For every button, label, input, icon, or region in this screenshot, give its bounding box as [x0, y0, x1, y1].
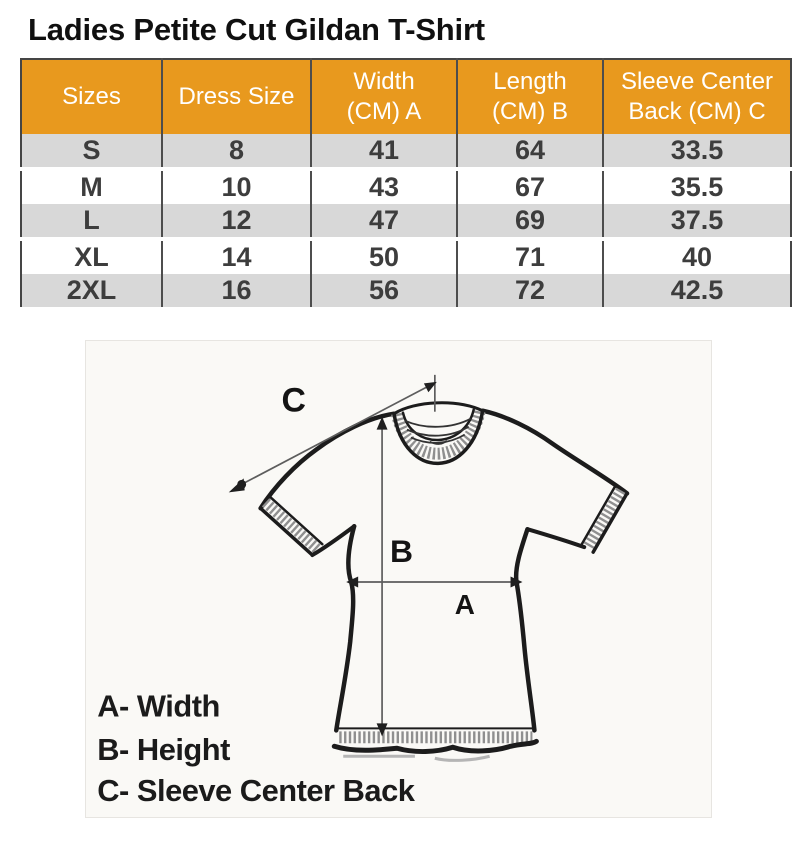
- table-cell: 72: [457, 274, 603, 309]
- legend-height: B- Height: [97, 732, 230, 768]
- measure-line-B: [377, 417, 388, 737]
- header-line: Dress Size: [178, 83, 295, 110]
- table-cell: 41: [311, 134, 457, 169]
- header-row: [21, 59, 791, 134]
- table-cell: 71: [457, 239, 603, 274]
- table-row: [21, 169, 791, 204]
- table-cell: 10: [162, 169, 311, 204]
- header-line: (CM) B: [492, 98, 568, 125]
- table-cell: 37.5: [603, 204, 791, 239]
- table-cell: 2XL: [21, 274, 162, 309]
- header-line: (CM) A: [346, 98, 422, 125]
- tshirt-diagram-svg: [86, 341, 711, 817]
- col-header-dress-size: [162, 59, 311, 134]
- table-cell: 12: [162, 204, 311, 239]
- label-B: B: [390, 533, 414, 570]
- table-cell: 14: [162, 239, 311, 274]
- col-header-sleeve-center-back: [603, 59, 791, 134]
- header-line: Back (CM) C: [628, 98, 766, 125]
- table-cell: 40: [603, 239, 791, 274]
- label-C: C: [281, 381, 306, 420]
- size-chart-table: [20, 58, 792, 311]
- table-cell: 69: [457, 204, 603, 239]
- table-cell: 47: [311, 204, 457, 239]
- table-cell: 50: [311, 239, 457, 274]
- col-header-length: [457, 59, 603, 134]
- header-line: Length: [493, 68, 567, 95]
- page-title: Ladies Petite Cut Gildan T-Shirt: [28, 12, 485, 47]
- table-cell: 67: [457, 169, 603, 204]
- table-cell: 43: [311, 169, 457, 204]
- table-cell: M: [21, 169, 162, 204]
- table-cell: 35.5: [603, 169, 791, 204]
- header-line: Width: [353, 68, 415, 95]
- label-A: A: [454, 588, 475, 620]
- table-cell: 42.5: [603, 274, 791, 309]
- table-cell: 8: [162, 134, 311, 169]
- col-header-width: [311, 59, 457, 134]
- table-cell: 64: [457, 134, 603, 169]
- legend-width: A- Width: [97, 688, 220, 724]
- table-cell: 56: [311, 274, 457, 309]
- legend-sleeve-center-back: C- Sleeve Center Back: [97, 773, 415, 809]
- table-cell: XL: [21, 239, 162, 274]
- size-table-header: [21, 59, 791, 134]
- table-cell: S: [21, 134, 162, 169]
- table-row: [21, 274, 791, 309]
- table-row: [21, 134, 791, 169]
- table-cell: 16: [162, 274, 311, 309]
- tshirt-measurement-diagram: [85, 340, 712, 818]
- size-table-body: [21, 134, 791, 309]
- table-row: [21, 239, 791, 274]
- header-line: Sizes: [62, 83, 121, 110]
- table-cell: 33.5: [603, 134, 791, 169]
- measure-line-A: [346, 577, 522, 588]
- col-header-sizes: [21, 59, 162, 134]
- table-row: [21, 204, 791, 239]
- measure-line-C: [229, 375, 437, 493]
- table-cell: L: [21, 204, 162, 239]
- header-line: Sleeve Center: [620, 68, 774, 95]
